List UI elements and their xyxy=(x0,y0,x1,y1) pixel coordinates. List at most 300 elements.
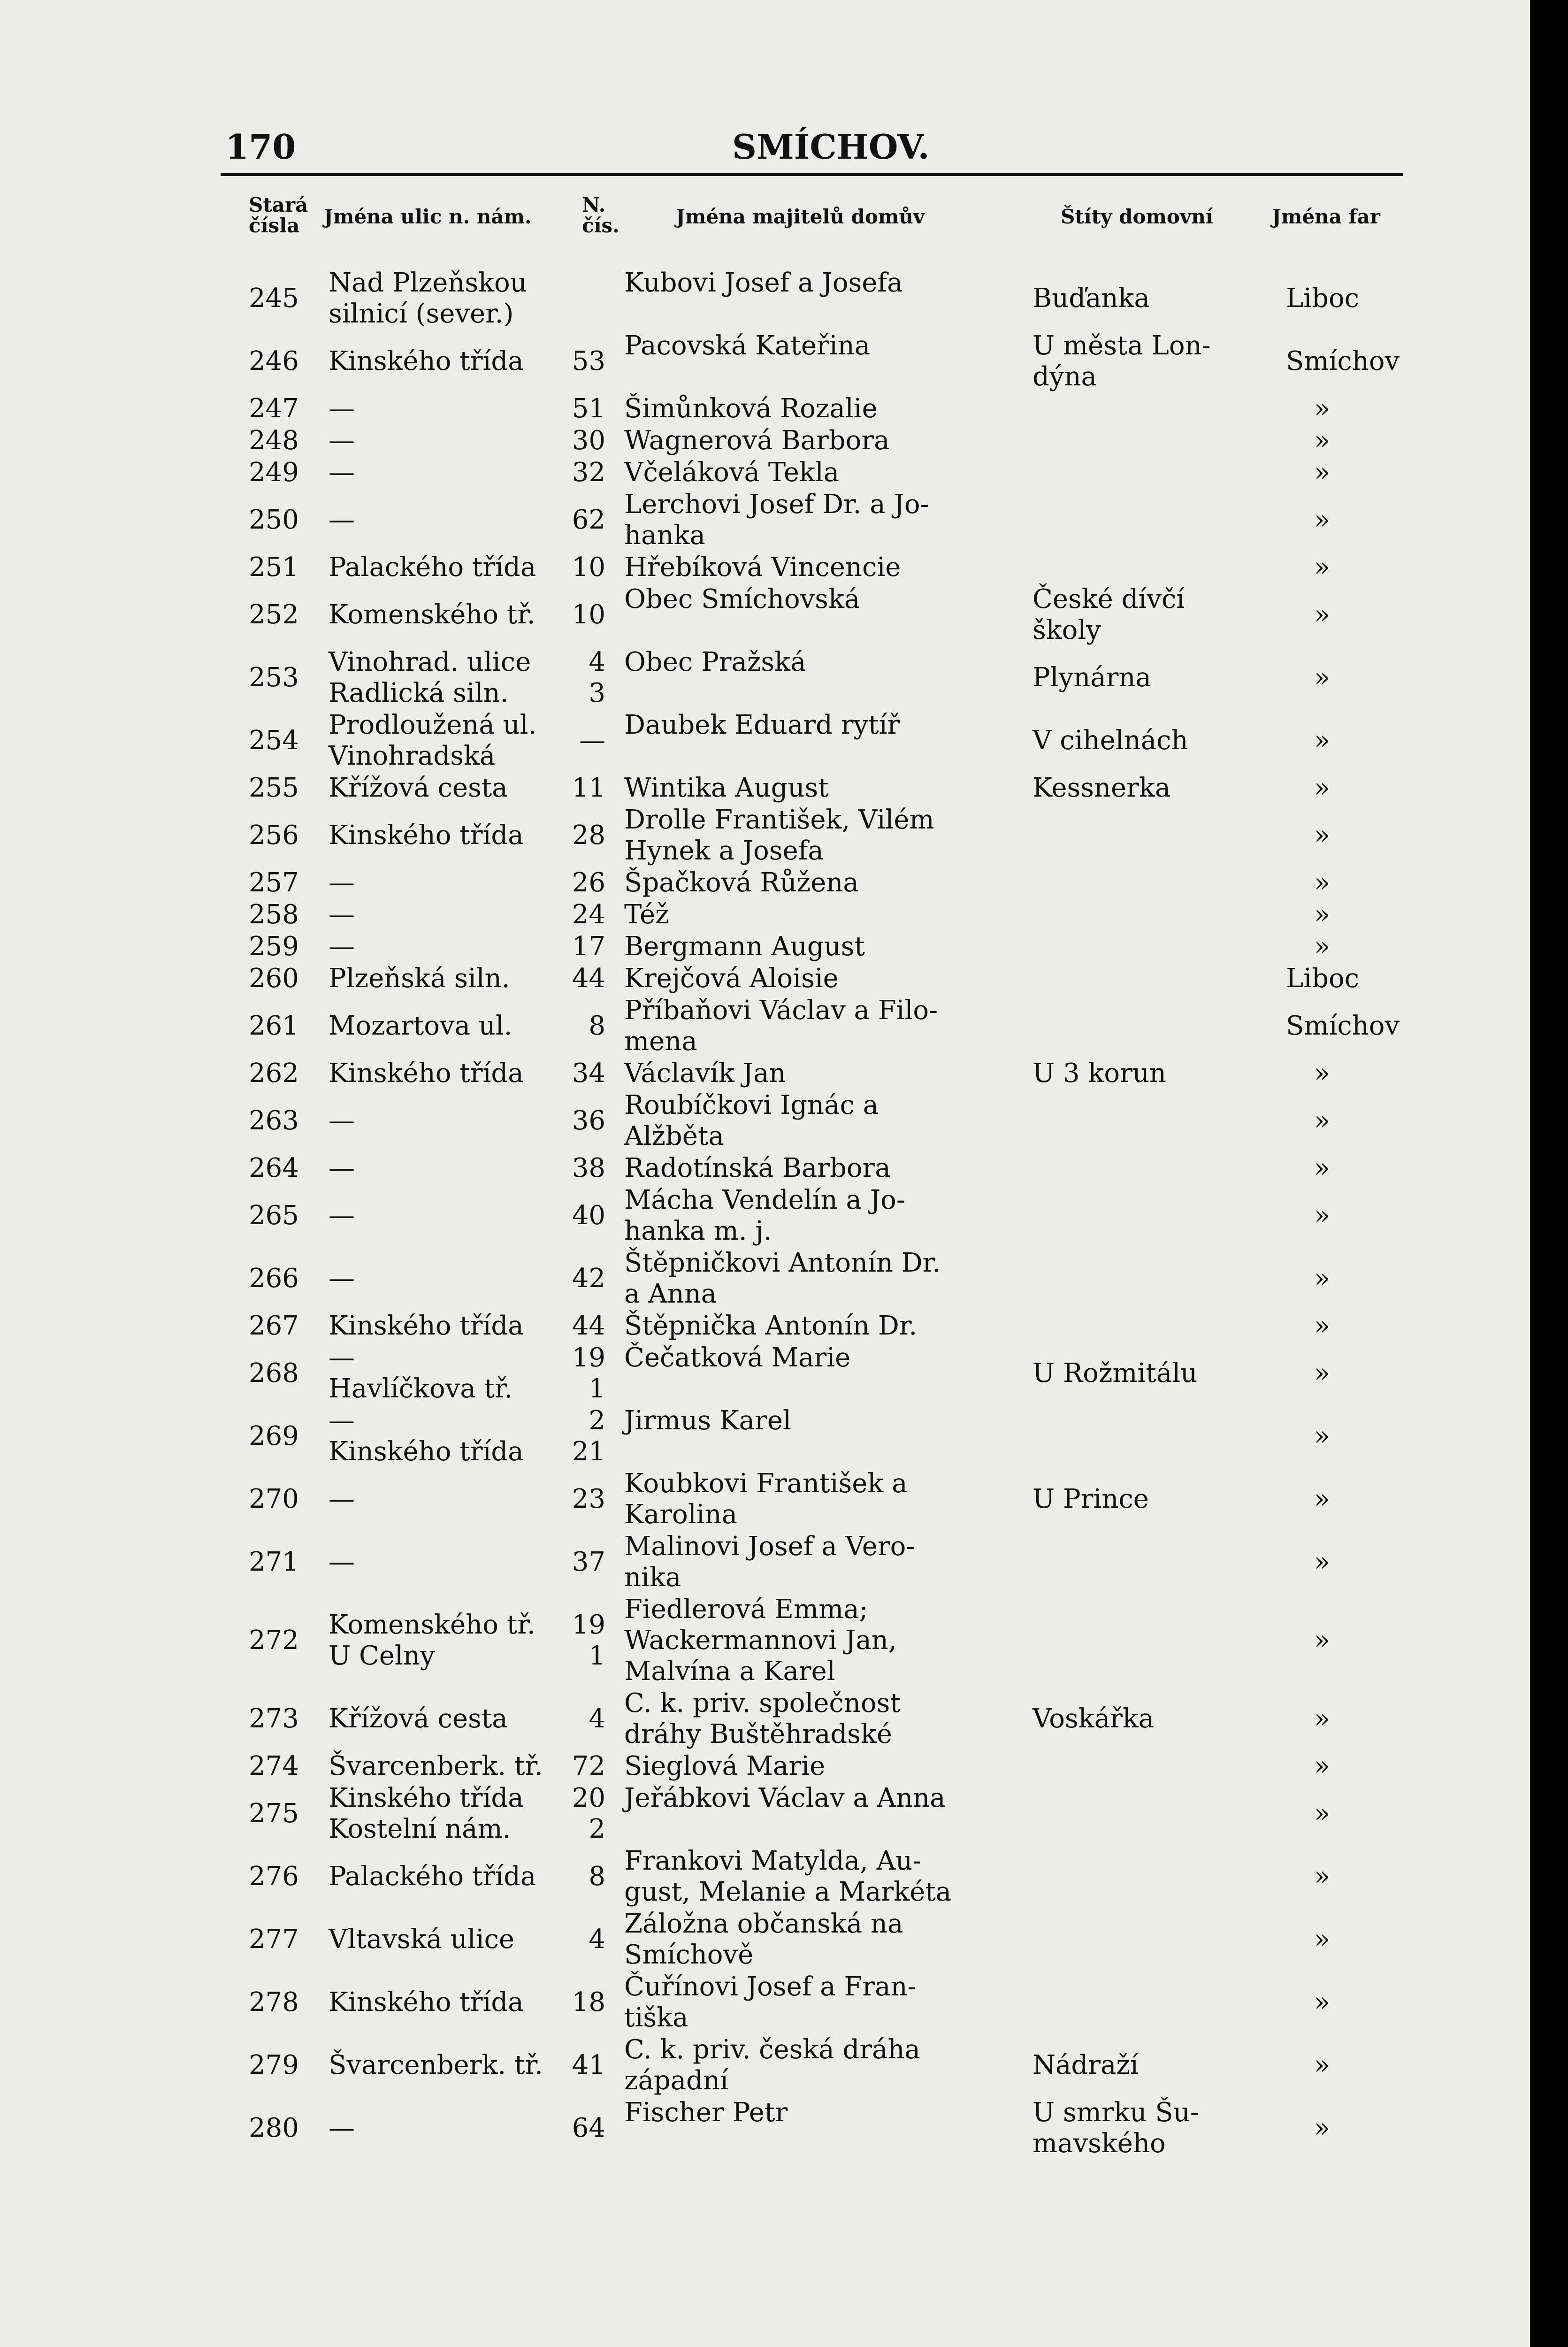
street-name-line: — xyxy=(329,1484,355,1514)
street-name-line: Havlíčkova tř. xyxy=(329,1373,513,1404)
house-number xyxy=(554,1105,605,1136)
parish-name: » xyxy=(1314,1421,1331,1451)
street-name-line: — xyxy=(329,1105,355,1136)
street-name xyxy=(329,1105,355,1136)
house-number xyxy=(554,393,605,424)
street-name xyxy=(329,505,355,536)
owner-name-line: Krejčová Aloisie xyxy=(624,963,839,994)
owner-name-line: Karolina xyxy=(624,1499,737,1530)
scan-border xyxy=(1530,0,1568,2347)
table-row xyxy=(0,710,1530,772)
street-name xyxy=(329,820,524,851)
column-header-old-numbers: Stará čísla xyxy=(249,193,308,238)
street-name xyxy=(329,867,355,898)
owner-name-line: Sieglová Marie xyxy=(624,1751,826,1781)
house-number-line: 4 xyxy=(589,647,605,677)
street-name-line: Radlická siln. xyxy=(329,678,509,708)
house-number-line: 10 xyxy=(572,552,605,583)
old-number: 276 xyxy=(249,1861,299,1892)
house-number xyxy=(554,1924,605,1955)
old-number: 251 xyxy=(249,552,299,583)
house-sign xyxy=(1033,1484,1149,1515)
house-sign xyxy=(1033,1703,1154,1734)
street-name xyxy=(329,1058,524,1089)
house-number-line: 64 xyxy=(572,2113,605,2143)
owner-name xyxy=(624,2097,788,2128)
owner-name-line: nika xyxy=(624,1562,681,1593)
table-row xyxy=(0,773,1530,804)
house-number-line: 8 xyxy=(589,1861,605,1892)
table-row xyxy=(0,1909,1530,1971)
owner-name xyxy=(624,995,938,1057)
house-number xyxy=(554,1703,605,1734)
table-row xyxy=(0,1153,1530,1184)
parish-name: » xyxy=(1314,820,1331,851)
house-sign-line: Voskářka xyxy=(1033,1703,1155,1734)
street-name-line: — xyxy=(329,867,355,898)
house-number xyxy=(554,346,605,377)
house-number xyxy=(554,425,605,456)
owner-name xyxy=(624,1153,891,1184)
table-row xyxy=(0,1090,1530,1152)
old-number: 267 xyxy=(249,1311,299,1341)
parish-name: » xyxy=(1314,1625,1331,1656)
house-number-line: 72 xyxy=(572,1751,605,1781)
owner-name-line: gust, Melanie a Markéta xyxy=(624,1877,952,1907)
house-number xyxy=(554,1610,605,1672)
old-number: 256 xyxy=(249,820,299,851)
house-sign-line: České dívčí xyxy=(1033,584,1185,614)
house-number xyxy=(554,1153,605,1184)
street-name xyxy=(329,1783,524,1845)
house-number-line: 44 xyxy=(572,963,605,994)
owner-name-line: C. k. priv. společnost xyxy=(624,1688,901,1718)
old-number: 271 xyxy=(249,1547,299,1577)
street-name-line: U Celny xyxy=(329,1641,435,1671)
house-number-line: 4 xyxy=(589,1924,605,1955)
owner-name-line: Hynek a Josefa xyxy=(624,836,824,866)
old-number: 273 xyxy=(249,1703,299,1734)
owner-name-line: hanka m. j. xyxy=(624,1216,772,1246)
owner-name-line: Pacovská Kateřina xyxy=(624,330,871,361)
column-header-house-numbers: N. čís. xyxy=(582,193,620,238)
owner-name-line: Wintika August xyxy=(624,773,829,803)
street-name-line: — xyxy=(329,457,355,488)
old-number: 247 xyxy=(249,393,299,424)
parish-name: » xyxy=(1314,1105,1331,1136)
street-name xyxy=(329,963,510,994)
parish-name: » xyxy=(1314,552,1331,583)
owner-name xyxy=(624,268,903,299)
owner-name-line: Čuřínovi Josef a Fran- xyxy=(624,1971,917,2002)
street-name-line: Kinského třída xyxy=(329,1987,524,2017)
street-name-line: — xyxy=(329,1405,355,1436)
house-number-line: 53 xyxy=(572,346,605,376)
house-sign-line: V cihelnách xyxy=(1033,725,1188,756)
house-number xyxy=(554,1405,605,1467)
house-number-line: 26 xyxy=(572,867,605,898)
parish-name: » xyxy=(1314,505,1331,535)
house-number xyxy=(554,1263,605,1294)
house-number xyxy=(554,1783,605,1845)
page-number: 170 xyxy=(225,127,296,167)
table-row xyxy=(0,1311,1530,1342)
owner-name xyxy=(624,1058,786,1089)
street-name xyxy=(329,393,355,424)
house-number-line: 30 xyxy=(572,425,605,456)
street-name xyxy=(329,931,355,962)
table-row xyxy=(0,457,1530,488)
owner-name-line: Štěpnička Antonín Dr. xyxy=(624,1311,918,1341)
old-number: 278 xyxy=(249,1987,299,2017)
table-row xyxy=(0,805,1530,867)
house-number-line: 18 xyxy=(572,1987,605,2017)
street-name-line: Komenského tř. xyxy=(329,1610,535,1640)
owner-name xyxy=(624,867,859,898)
owner-name xyxy=(624,1531,915,1593)
street-name xyxy=(329,710,536,772)
house-number-line: 42 xyxy=(572,1263,605,1294)
owner-name xyxy=(624,1909,903,1971)
old-number: 255 xyxy=(249,773,299,803)
parish-name: » xyxy=(1314,773,1331,803)
house-number xyxy=(554,1751,605,1782)
house-number xyxy=(554,1861,605,1892)
parish-name: » xyxy=(1314,1200,1331,1231)
street-name xyxy=(329,599,535,630)
house-number-line: 10 xyxy=(572,599,605,630)
house-number-line: 4 xyxy=(589,1703,605,1734)
house-sign-line: školy xyxy=(1033,615,1101,645)
old-number: 269 xyxy=(249,1421,299,1451)
table-row xyxy=(0,330,1530,392)
old-number: 259 xyxy=(249,931,299,962)
owner-name xyxy=(624,1971,916,2033)
owner-name-line: Malinovi Josef a Vero- xyxy=(624,1531,915,1562)
owner-name-line: Wackermannovi Jan, xyxy=(624,1625,897,1656)
page-title: SMÍCHOV. xyxy=(732,127,930,167)
owner-name-line: Čečatková Marie xyxy=(624,1342,851,1373)
owner-name xyxy=(624,552,901,583)
house-number xyxy=(554,931,605,962)
owner-name-line: Jeřábkovi Václav a Anna xyxy=(624,1783,946,1813)
house-number-line: 11 xyxy=(572,773,605,803)
owner-name xyxy=(624,1185,905,1247)
owner-name-line: Smíchově xyxy=(624,1940,754,1970)
street-name-line: Křížová cesta xyxy=(329,1703,508,1734)
old-number: 249 xyxy=(249,457,299,488)
house-number-line: 28 xyxy=(572,820,605,851)
house-number-line: 34 xyxy=(572,1058,605,1089)
owner-name xyxy=(624,425,889,456)
house-sign-line: U Prince xyxy=(1033,1484,1149,1514)
parish-name: » xyxy=(1314,725,1331,756)
owner-name xyxy=(624,330,870,361)
house-number-line: 38 xyxy=(572,1153,605,1183)
owner-name-line: Záložna občanská na xyxy=(624,1909,903,1939)
house-number xyxy=(554,1484,605,1515)
table-row xyxy=(0,2034,1530,2096)
house-number xyxy=(554,457,605,488)
parish-name: » xyxy=(1314,1703,1331,1734)
owner-name-line: Fiedlerová Emma; xyxy=(624,1594,868,1625)
house-sign xyxy=(1033,1358,1197,1389)
table-row xyxy=(0,1248,1530,1310)
house-sign xyxy=(1033,283,1150,314)
old-number: 258 xyxy=(249,899,299,930)
owner-name-line: dráhy Buštěhradské xyxy=(624,1719,892,1749)
house-number xyxy=(554,1058,605,1089)
street-name-line: Vinohradská xyxy=(329,741,496,771)
table-row xyxy=(0,1751,1530,1782)
owner-name-line: Daubek Eduard rytíř xyxy=(624,710,900,740)
parish-name: » xyxy=(1314,1311,1331,1341)
table-row xyxy=(0,1531,1530,1593)
house-number-line: 3 xyxy=(589,678,605,708)
table-row xyxy=(0,1405,1530,1467)
owner-name xyxy=(624,2034,920,2096)
column-header-house-signs: Štíty domovní xyxy=(1061,205,1213,228)
street-name-line: Plzeňská siln. xyxy=(329,963,510,994)
old-number: 277 xyxy=(249,1924,299,1955)
table-row xyxy=(0,647,1530,709)
house-number-line: — xyxy=(579,725,605,756)
street-name xyxy=(329,1484,355,1515)
parish-name: Liboc xyxy=(1286,283,1360,314)
house-number-line: 19 xyxy=(572,1342,605,1373)
house-number xyxy=(554,725,605,756)
street-name-line: Palackého třída xyxy=(329,1861,536,1892)
owner-name xyxy=(624,1751,825,1782)
street-name xyxy=(329,2113,355,2144)
street-name-line: Kostelní nám. xyxy=(329,1814,511,1844)
owner-name xyxy=(624,710,900,741)
street-name-line: Kinského třída xyxy=(329,820,524,851)
owner-name-line: Frankovi Matylda, Au- xyxy=(624,1846,922,1876)
street-name xyxy=(329,1861,536,1892)
parish-name: » xyxy=(1314,599,1331,630)
old-number: 275 xyxy=(249,1798,299,1829)
house-sign-line: Plynárna xyxy=(1033,662,1151,693)
owner-name-line: Koubkovi František a xyxy=(624,1468,908,1499)
old-number: 248 xyxy=(249,425,299,456)
old-number: 245 xyxy=(249,283,299,314)
header-rule xyxy=(221,173,1403,176)
parish-name: » xyxy=(1314,1358,1331,1388)
house-sign-line: Buďanka xyxy=(1033,283,1150,314)
owner-name-line: Wagnerová Barbora xyxy=(624,425,890,456)
street-name-line: — xyxy=(329,1200,355,1231)
parish-name: » xyxy=(1314,899,1331,930)
house-number xyxy=(554,1311,605,1342)
table-row xyxy=(0,489,1530,551)
house-number xyxy=(554,647,605,709)
parish-name: » xyxy=(1314,1547,1331,1577)
old-number: 270 xyxy=(249,1484,299,1514)
house-number-line: 24 xyxy=(572,899,605,930)
parish-name: » xyxy=(1314,1153,1331,1183)
house-number-line: 19 xyxy=(572,1610,605,1640)
street-name-line: — xyxy=(329,2113,355,2143)
parish-name: » xyxy=(1314,1058,1331,1089)
owner-name-line: Jirmus Karel xyxy=(624,1405,791,1436)
owner-name-line: C. k. priv. česká dráha xyxy=(624,2034,920,2065)
street-name xyxy=(329,1547,355,1578)
old-number: 272 xyxy=(249,1625,299,1656)
table-row xyxy=(0,1342,1530,1404)
table-row xyxy=(0,425,1530,456)
house-number-line: 2 xyxy=(589,1405,605,1436)
old-number: 260 xyxy=(249,963,299,994)
street-name-line: Kinského třída xyxy=(329,1436,524,1467)
street-name xyxy=(329,899,355,930)
house-sign xyxy=(1033,1058,1166,1089)
house-number-line: 51 xyxy=(572,393,605,424)
house-number-line: 23 xyxy=(572,1484,605,1514)
street-name xyxy=(329,1342,512,1404)
house-sign-line: mavského xyxy=(1033,2128,1166,2159)
street-name-line: Kinského třída xyxy=(329,1058,524,1089)
parish-name: Smíchov xyxy=(1286,346,1400,376)
owner-name-line: Lerchovi Josef Dr. a Jo- xyxy=(624,489,929,520)
old-number: 268 xyxy=(249,1358,299,1388)
owner-name-line: Štěpničkovi Antonín Dr. xyxy=(624,1248,941,1278)
street-name xyxy=(329,1924,514,1955)
old-number: 266 xyxy=(249,1263,299,1294)
street-name-line: — xyxy=(329,393,355,424)
house-number xyxy=(554,963,605,994)
house-number xyxy=(554,1200,605,1231)
owner-name xyxy=(624,1468,907,1530)
table-row xyxy=(0,899,1530,930)
parish-name: Smíchov xyxy=(1286,1011,1400,1041)
parish-name: » xyxy=(1314,1924,1331,1955)
old-number: 250 xyxy=(249,505,299,535)
owner-name xyxy=(624,1846,951,1908)
street-name xyxy=(329,1011,512,1042)
street-name-line: — xyxy=(329,1153,355,1183)
parish-name: » xyxy=(1314,2050,1331,2080)
owner-name-line: Obec Pražská xyxy=(624,647,806,677)
owner-name xyxy=(624,457,839,488)
table-row xyxy=(0,1971,1530,2033)
street-name-line: Křížová cesta xyxy=(329,773,508,803)
house-number-line: 1 xyxy=(589,1641,605,1671)
old-number: 246 xyxy=(249,346,299,376)
owner-name-line: Mácha Vendelín a Jo- xyxy=(624,1185,905,1215)
house-number xyxy=(554,1987,605,2018)
street-name xyxy=(329,647,531,709)
street-name-line: Palackého třída xyxy=(329,552,536,583)
street-name xyxy=(329,268,527,330)
owner-name-line: Malvína a Karel xyxy=(624,1656,835,1687)
street-name-line: Prodloužená ul. xyxy=(329,710,537,740)
owner-name-line: Kubovi Josef a Josefa xyxy=(624,268,903,298)
owner-name xyxy=(624,963,839,994)
table-row xyxy=(0,931,1530,962)
table-row xyxy=(0,1688,1530,1750)
house-sign xyxy=(1033,725,1188,756)
column-header-parishes: Jména far xyxy=(1272,205,1380,228)
owner-name xyxy=(624,647,806,678)
house-sign-line: U 3 korun xyxy=(1033,1058,1166,1089)
table-row xyxy=(0,552,1530,583)
table-row xyxy=(0,1468,1530,1530)
house-sign xyxy=(1033,584,1185,646)
table-row xyxy=(0,867,1530,898)
street-name-line: Kinského třída xyxy=(329,1783,524,1813)
street-name-line: Vltavská ulice xyxy=(329,1924,515,1955)
house-number xyxy=(554,773,605,804)
owner-name xyxy=(624,1688,901,1750)
owner-name-line: tiška xyxy=(624,2002,688,2033)
house-number-line: 8 xyxy=(589,1011,605,1041)
owner-name-line: Hřebíková Vincencie xyxy=(624,552,901,583)
house-sign-line: U smrku Šu- xyxy=(1033,2097,1199,2128)
table-row xyxy=(0,1185,1530,1247)
street-name-line: Mozartova ul. xyxy=(329,1011,512,1041)
owner-name-line: Roubíčkovi Ignác a xyxy=(624,1090,879,1120)
owner-name xyxy=(624,489,929,551)
house-sign xyxy=(1033,2050,1139,2081)
old-number: 257 xyxy=(249,867,299,898)
old-number: 280 xyxy=(249,2113,299,2143)
house-sign-line: Kessnerka xyxy=(1033,773,1171,803)
house-number xyxy=(554,599,605,630)
house-number-line: 1 xyxy=(589,1373,605,1404)
house-number-line: 2 xyxy=(589,1814,605,1844)
house-number xyxy=(554,1342,605,1404)
street-name xyxy=(329,1311,524,1342)
house-number-line: 44 xyxy=(572,1311,605,1341)
table-row xyxy=(0,268,1530,330)
house-sign-line: Nádraží xyxy=(1033,2050,1139,2080)
owner-name xyxy=(624,1090,879,1152)
street-name-line: Nad Plzeňskou xyxy=(329,268,527,298)
parish-name: » xyxy=(1314,1861,1331,1892)
parish-name: » xyxy=(1314,1484,1331,1514)
table-row xyxy=(0,1058,1530,1089)
owner-name-line: Špačková Růžena xyxy=(624,867,859,898)
owner-name-line: mena xyxy=(624,1026,697,1057)
street-name-line: — xyxy=(329,899,355,930)
house-number xyxy=(554,2113,605,2144)
house-number xyxy=(554,505,605,536)
owner-name-line: Příbaňovi Václav a Filo- xyxy=(624,995,938,1026)
table-row xyxy=(0,393,1530,424)
parish-name: » xyxy=(1314,2113,1331,2143)
parish-name: Liboc xyxy=(1286,963,1360,994)
owner-name xyxy=(624,1594,897,1687)
street-name xyxy=(329,1153,355,1184)
parish-name: » xyxy=(1314,931,1331,962)
street-name-line: Švarcenberk. tř. xyxy=(329,2050,543,2080)
table-row xyxy=(0,1594,1530,1687)
owner-name-line: Václavík Jan xyxy=(624,1058,786,1089)
old-number: 264 xyxy=(249,1153,299,1183)
owner-name-line: a Anna xyxy=(624,1279,717,1309)
street-name-line: Švarcenberk. tř. xyxy=(329,1751,543,1781)
house-number-line: 62 xyxy=(572,505,605,535)
street-name xyxy=(329,552,536,583)
house-sign-line: U města Lon- xyxy=(1033,330,1211,361)
owner-name xyxy=(624,899,669,930)
owner-name xyxy=(624,1783,946,1814)
old-number: 263 xyxy=(249,1105,299,1136)
owner-name-line: Obec Smíchovská xyxy=(624,584,860,614)
house-sign-line: U Rožmitálu xyxy=(1033,1358,1198,1388)
owner-name xyxy=(624,773,829,804)
